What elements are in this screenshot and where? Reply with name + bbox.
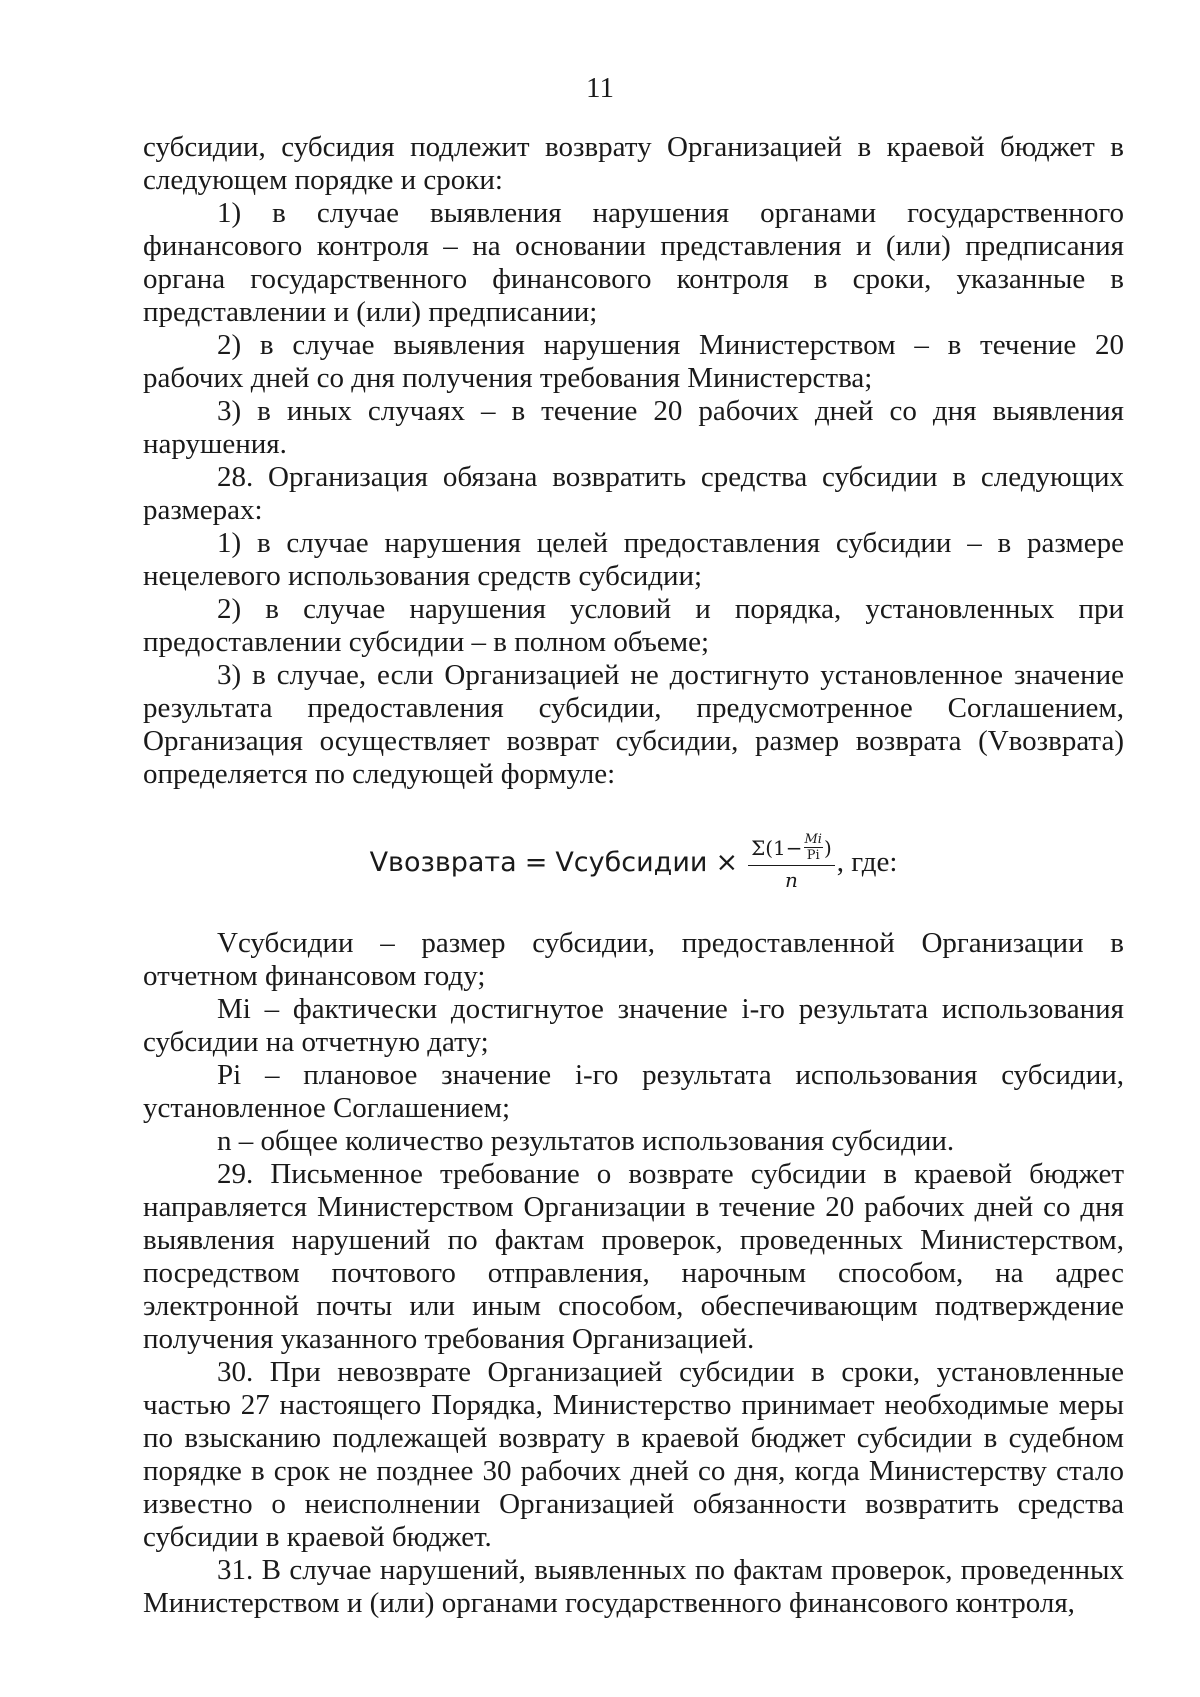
paragraph: Pi – плановое значение i-го результата использования субсидии, установленное Соглашением; xyxy=(143,1059,1124,1124)
paragraph: Vсубсидии – размер субсидии, предоставленной Организации в отчетном финансовом году; xyxy=(143,927,1124,992)
paragraphs-after-formula xyxy=(143,927,1124,1620)
page-number: 11 xyxy=(586,72,614,104)
formula-ratio xyxy=(804,832,823,863)
formula-suffix: , где: xyxy=(836,845,898,878)
paragraphs-before-formula xyxy=(143,131,1124,791)
formula-times: × xyxy=(715,846,739,878)
paragraph: 3) в иных случаях – в течение 20 рабочих дней со дня выявления нарушения. xyxy=(143,395,1124,460)
paragraph: 2) в случае выявления нарушения Министерством – в течение 20 рабочих дней со дня получения требования Министерства; xyxy=(143,329,1124,394)
formula-fraction xyxy=(748,832,835,892)
document-body xyxy=(143,131,1124,1620)
formula-sum-open: Σ(1− xyxy=(751,835,803,860)
paragraph: 31. В случае нарушений, выявленных по фактам проверок, проведенных Министерством и (или) органами государственного финансового контроля, xyxy=(143,1554,1124,1619)
formula-mi: Mi xyxy=(804,832,822,847)
return-formula xyxy=(143,797,1124,927)
paragraph: Mi – фактически достигнутое значение i-го результата использования субсидии на отчетную дату; xyxy=(143,993,1124,1058)
paragraph: 29. Письменное требование о возврате субсидии в краевой бюджет направляется Министерством Организации в течение 20 рабочих дней со дня выявления нарушений по фактам проверок, проведенных Министерством, посредством почтового отправления, нарочным способом, на адрес электронной почты или иным способом, обеспечивающим подтверждение получения указанного требования Организацией. xyxy=(143,1158,1124,1355)
paragraph: 1) в случае выявления нарушения органами государственного финансового контроля – на основании представления и (или) предписания органа государственного финансового контроля в сроки, указанные в представлении и (или) предписании; xyxy=(143,197,1124,328)
paragraph: 30. При невозврате Организацией субсидии в сроки, установленные частью 27 настоящего Порядка, Министерство принимает необходимые меры по взысканию подлежащей возврату в краевой бюджет субсидии в судебном порядке в срок не позднее 30 рабочих дней со дня, когда Министерству стало известно о неисполнении Организацией обязанности возвратить средства субсидии в краевой бюджет. xyxy=(143,1356,1124,1553)
formula-lhs: Vвозврата xyxy=(369,846,517,878)
formula-pi: Pi xyxy=(806,848,820,863)
formula-sum-close: ) xyxy=(823,835,832,860)
formula-denominator: n xyxy=(784,868,798,892)
paragraph: 28. Организация обязана возвратить средства субсидии в следующих размерах: xyxy=(143,461,1124,526)
paragraph: 1) в случае нарушения целей предоставления субсидии – в размере нецелевого использования средств субсидии; xyxy=(143,527,1124,592)
formula-expression xyxy=(370,832,898,892)
paragraph: 3) в случае, если Организацией не достигнуто установленное значение результата предоставления субсидии, предусмотренное Соглашением, Организация осуществляет возврат субсидии, размер возврата (Vвозврата) определяется по следующей формуле: xyxy=(143,659,1124,790)
formula-factor: Vсубсидии xyxy=(555,846,708,878)
formula-equals: = xyxy=(524,846,548,878)
paragraph: субсидии, субсидия подлежит возврату Организацией в краевой бюджет в следующем порядке и сроки: xyxy=(143,131,1124,196)
paragraph: 2) в случае нарушения условий и порядка, установленных при предоставлении субсидии – в полном объеме; xyxy=(143,593,1124,658)
paragraph: n – общее количество результатов использования субсидии. xyxy=(217,1125,955,1157)
formula-numerator xyxy=(748,832,835,866)
